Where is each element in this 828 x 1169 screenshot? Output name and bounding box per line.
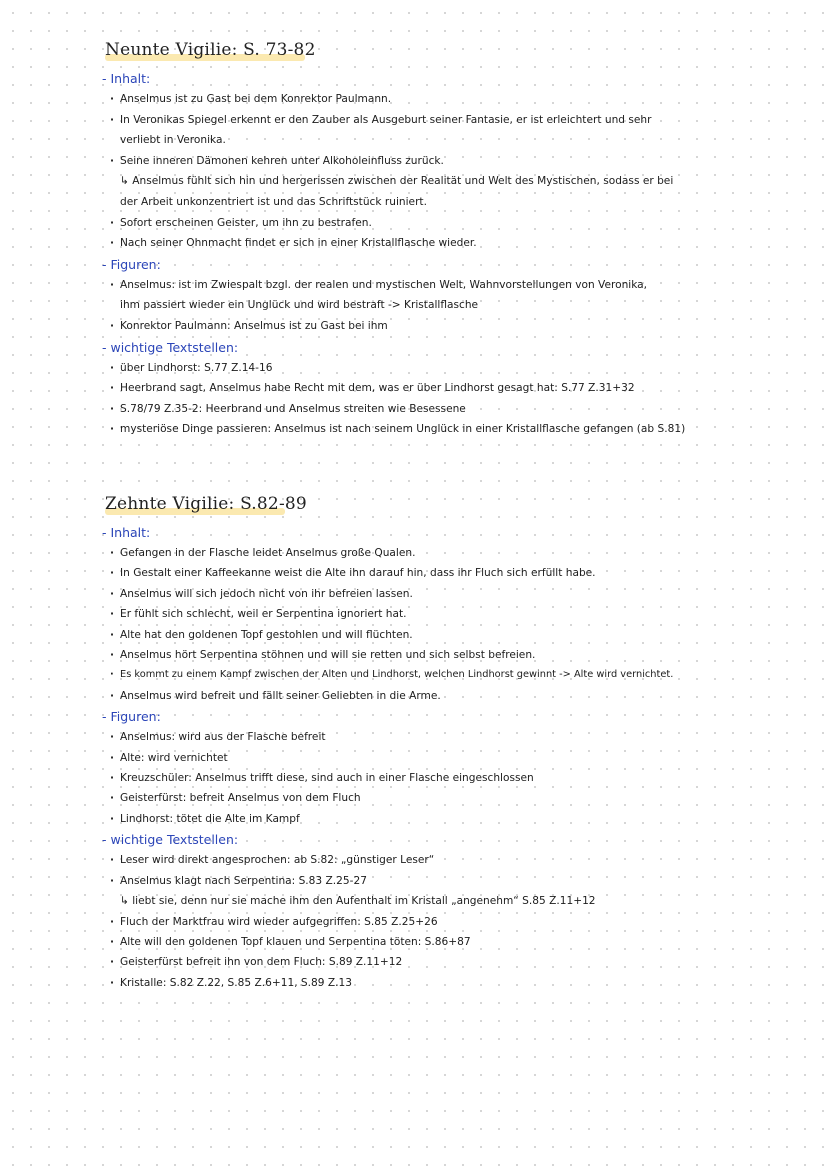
textstellen-list	[100, 850, 800, 993]
list-item: · Geisterfürst: befreit Anselmus von dem Fluch	[100, 788, 800, 808]
figuren-heading: - Figuren:	[102, 709, 161, 725]
list-item: · Anselmus: wird aus der Flasche befreit	[100, 727, 800, 747]
list-item-continuation: verliebt in Veronika.	[120, 134, 226, 147]
textstellen-list	[100, 358, 800, 440]
list-item: · Alte will den goldenen Topf klauen und Serpentina töten: S.86+87	[100, 932, 800, 952]
list-item: · Anselmus ist zu Gast bei dem Konrektor Paulmann.	[100, 89, 800, 110]
list-item: · In Gestalt einer Kaffeekanne weist die Alte ihn darauf hin, dass ihr Fluch sich erfüllt habe.	[100, 563, 800, 583]
list-item: · Anselmus will sich jedoch nicht von ihr befreien lassen.	[100, 584, 800, 604]
textstellen-heading: - wichtige Textstellen:	[102, 339, 239, 355]
list-item: · Heerbrand sagt, Anselmus habe Recht mit dem, was er über Lindhorst gesagt hat: S.77 Z.31+32	[100, 378, 800, 399]
list-item: · Leser wird direkt angesprochen: ab S.82: „günstiger Leser“	[100, 850, 800, 870]
list-item: · Es kommt zu einem Kampf zwischen der Alten und Lindhorst, welchen Lindhorst gewinnt -> Alte wird vernichtet.	[100, 665, 800, 685]
section-title: Zehnte Vigilie: S.82-89	[105, 494, 307, 514]
list-item: · mysteriöse Dinge passieren: Anselmus ist nach seinem Unglück in einer Kristallflasche gefangen (ab S.81)	[100, 419, 800, 440]
inhalt-heading: - Inhalt:	[102, 71, 151, 86]
list-item: · Kreuzschüler: Anselmus trifft diese, sind auch in einer Flasche eingeschlossen	[100, 768, 800, 788]
section-zehnte-vigilie	[100, 494, 800, 993]
list-item: · Anselmus wird befreit und fällt seiner Geliebten in die Arme.	[100, 686, 800, 706]
figuren-list	[100, 275, 800, 337]
list-item: · Alte hat den goldenen Topf gestohlen und will flüchten.	[100, 625, 800, 645]
list-item: · In Veronikas Spiegel erkennt er den Zauber als Ausgeburt seiner Fantasie, er ist erleichtert und sehr	[100, 110, 800, 131]
list-item: · Kristalle: S.82 Z.22, S.85 Z.6+11, S.89 Z.13	[100, 973, 800, 993]
inhalt-list	[100, 89, 800, 254]
figuren-heading: - Figuren:	[102, 256, 161, 272]
list-item-arrow: ↳ Anselmus fühlt sich hin und hergerissen zwischen der Realität und Welt des Mystischen, sodass er bei	[120, 175, 674, 188]
list-item: · S.78/79 Z.35-2: Heerbrand und Anselmus streiten wie Besessene	[100, 399, 800, 420]
list-item: · Gefangen in der Flasche leidet Anselmus große Qualen.	[100, 543, 800, 563]
inhalt-heading: - Inhalt:	[102, 525, 151, 540]
list-item-continuation: ihm passiert wieder ein Unglück und wird bestraft -> Kristallflasche	[120, 299, 479, 312]
list-item: · Geisterfürst befreit ihn von dem Fluch: S.89 Z.11+12	[100, 952, 800, 972]
section-neunte-vigilie	[100, 40, 800, 440]
textstellen-heading: - wichtige Textstellen:	[102, 832, 239, 848]
section-title: Neunte Vigilie: S. 73-82	[105, 40, 316, 60]
inhalt-list	[100, 543, 800, 706]
list-item: · Er fühlt sich schlecht, weil er Serpentina ignoriert hat.	[100, 604, 800, 624]
list-item: · Fluch der Marktfrau wird wieder aufgegriffen: S.85 Z.25+26	[100, 912, 800, 932]
list-item: · über Lindhorst: S.77 Z.14-16	[100, 358, 800, 379]
list-item: · Anselmus hört Serpentina stöhnen und will sie retten und sich selbst befreien.	[100, 645, 800, 665]
list-item: · Konrektor Paulmann: Anselmus ist zu Gast bei ihm	[100, 316, 800, 337]
list-item: · Sofort erscheinen Geister, um ihn zu bestrafen.	[100, 213, 800, 234]
list-item: · Nach seiner Ohnmacht findet er sich in einer Kristallflasche wieder.	[100, 233, 800, 254]
list-item-continuation: der Arbeit unkonzentriert ist und das Schriftstück ruiniert.	[120, 195, 427, 208]
list-item-arrow: ↳ liebt sie, denn nur sie mache ihm den Aufenthalt im Kristall „angenehm“ S.85 Z.11+12	[120, 895, 596, 908]
list-item: · Lindhorst: tötet die Alte im Kampf	[100, 809, 800, 829]
list-item: · Alte: wird vernichtet	[100, 748, 800, 768]
list-item: · Seine inneren Dämonen kehren unter Alkoholeinfluss zurück.	[100, 151, 800, 172]
figuren-list	[100, 727, 800, 829]
list-item: · Anselmus klagt nach Serpentina: S.83 Z.25-27	[100, 871, 800, 891]
list-item: · Anselmus: ist im Zwiespalt bzgl. der realen und mystischen Welt, Wahnvorstellungen von Veronika,	[100, 275, 800, 296]
